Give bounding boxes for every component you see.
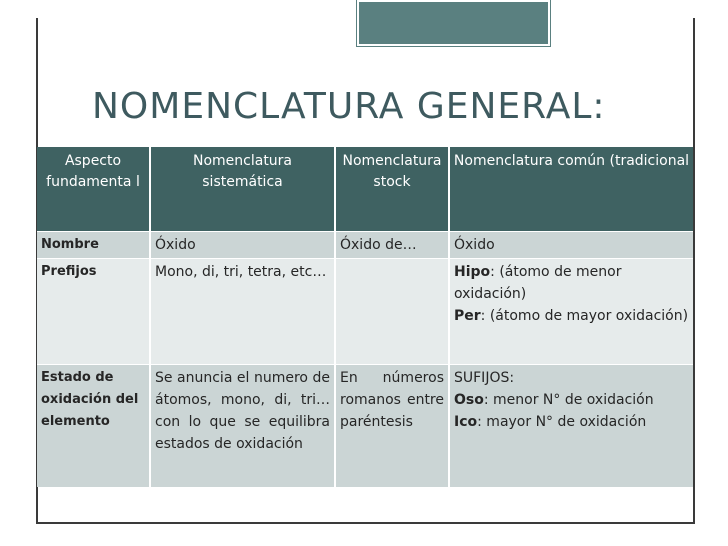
slide-frame-right	[693, 18, 695, 523]
cell-nombre-sistematica: Óxido	[150, 232, 335, 259]
per-line	[454, 305, 689, 327]
cell-nombre-comun: Óxido	[449, 232, 693, 259]
oso-line	[454, 389, 689, 411]
hipo-desc: : (átomo de menor oxidación)	[454, 264, 622, 302]
cell-estado-comun	[449, 365, 693, 487]
cell-estado-stock: En números romanos entre paréntesis	[335, 365, 449, 487]
cell-prefijos-comun	[449, 259, 693, 365]
slide-frame-bottom	[36, 522, 695, 524]
cell-estado-sistematica: Se anuncia el numero de átomos, mono, di, tri… con lo que se equilibra estados de oxidación	[150, 365, 335, 487]
table-row	[37, 259, 693, 365]
row-key-estado: Estado de oxidación del elemento	[37, 365, 150, 487]
header-aspecto: Aspecto fundamenta l	[37, 147, 150, 232]
slide-title: NOMENCLATURA GENERAL:	[92, 86, 606, 127]
header-stock: Nomenclatura stock	[335, 147, 449, 232]
row-key-prefijos: Prefijos	[37, 259, 150, 365]
header-comun: Nomenclatura común (tradicional	[449, 147, 693, 232]
ico-line	[454, 411, 689, 433]
per-term: Per	[454, 308, 481, 324]
decorative-top-tab	[357, 0, 550, 46]
nomenclature-table	[37, 147, 693, 487]
table-row	[37, 365, 693, 487]
oso-desc: : menor N° de oxidación	[483, 392, 654, 408]
sufijos-label: SUFIJOS:	[454, 370, 515, 386]
row-key-nombre: Nombre	[37, 232, 150, 259]
hipo-term: Hipo	[454, 264, 491, 280]
table-row	[37, 232, 693, 259]
oso-term: Oso	[454, 392, 484, 408]
cell-prefijos-stock	[335, 259, 449, 365]
header-sistematica: Nomenclatura sistemática	[150, 147, 335, 232]
per-desc: : (átomo de mayor oxidación)	[480, 308, 689, 324]
ico-desc: : mayor N° de oxidación	[477, 414, 647, 430]
cell-prefijos-sistematica: Mono, di, tri, tetra, etc…	[150, 259, 335, 365]
cell-nombre-stock: Óxido de…	[335, 232, 449, 259]
ico-term: Ico	[454, 414, 478, 430]
table-header-row	[37, 147, 693, 232]
hipo-line	[454, 261, 689, 305]
